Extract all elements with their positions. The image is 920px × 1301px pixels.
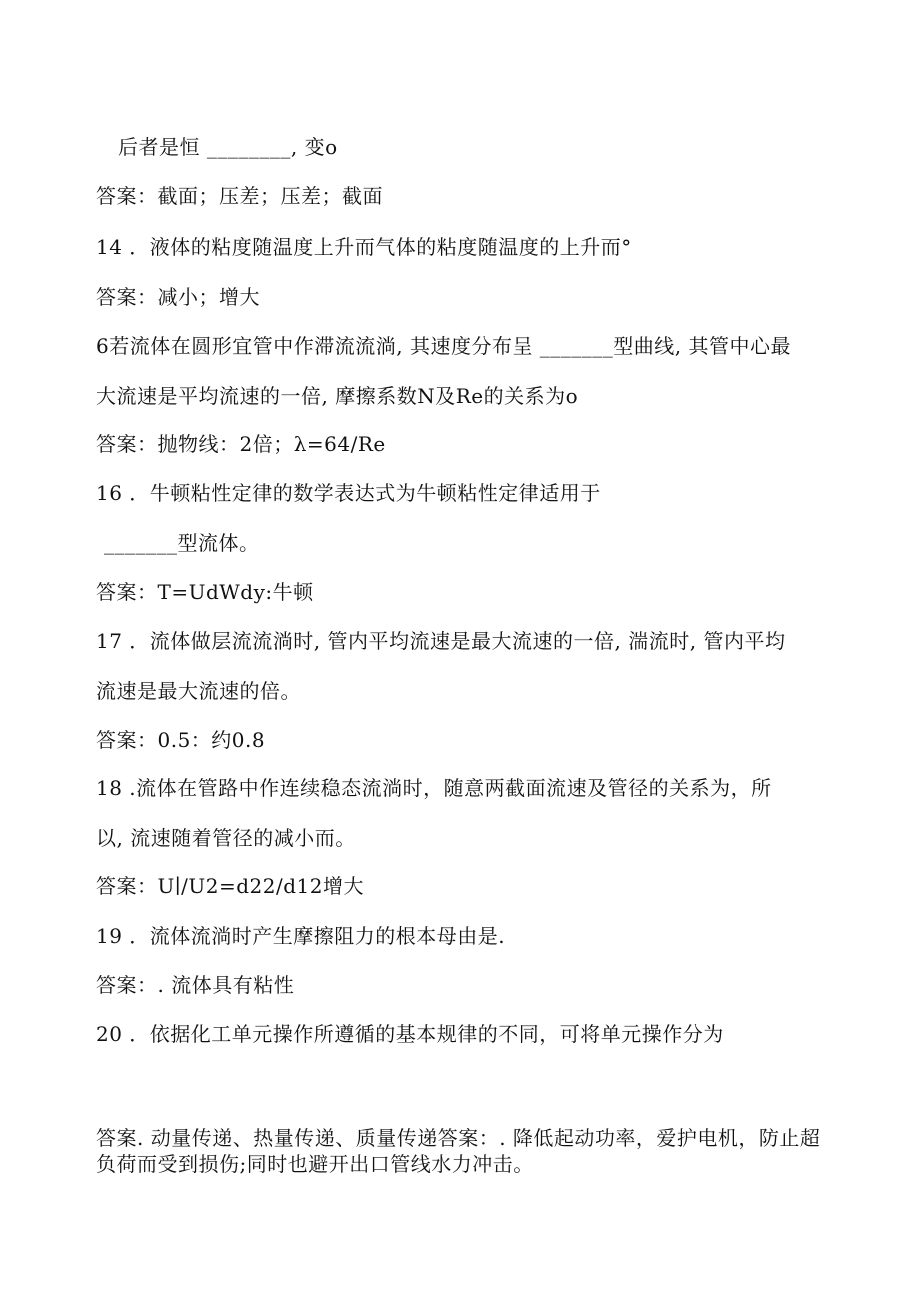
question-17-line-1: 17 ．流体做层流流淌时, 管内平均流速是最大流速的一倍, 湍流时, 管内平均 [96, 629, 786, 653]
question-17-line-2: 流速是最大流速的倍。 [96, 679, 301, 703]
answer-line-19: 答案：. 流体具有粘性 [96, 973, 295, 997]
question-20: 20 ．依据化工单元操作所遵循的基本规律的不同，可将单元操作分为 [96, 1022, 724, 1046]
answer-line-14: 答案：减小；增大 [96, 285, 260, 309]
text-line-1: 后者是恒 ________, 变o [118, 135, 338, 159]
question-18-line-2: 以, 流速随着管径的减小而。 [96, 826, 356, 850]
question-14: 14 ．液体的粘度随温度上升而气体的粘度随温度的上升而° [96, 235, 632, 259]
question-16-line-1: 16 ．牛顿粘性定律的数学表达式为牛顿粘性定律适用于 [96, 481, 601, 505]
question-16-line-2: _______型流体。 [104, 531, 260, 555]
answer-line-20: 答案. 动量传递、热量传递、质量传递答案：. 降低起动功率，爱护电机，防止超负荷而受到损伤;同时也避开出口管线水力冲击。 [96, 1126, 821, 1176]
question-18-line-1: 18 .流体在管路中作连续稳态流淌时，随意两截面流速及管径的关系为，所 [96, 776, 772, 800]
answer-line-18: 答案：U∣∕U2=d22∕d12增大 [96, 874, 364, 898]
question-15-line-1: 6若流体在圆形宜管中作滞流流淌, 其速度分布呈 _______型曲线, 其管中心最 [96, 334, 792, 358]
answer-line-16: 答案：T=UdWdy:牛顿 [96, 580, 314, 604]
question-19: 19 ．流体流淌时产生摩擦阻力的根本母由是. [96, 924, 506, 948]
answer-line-15: 答案：抛物线：2倍；λ=64∕Re [96, 432, 386, 456]
answer-line-13: 答案：截面；压差；压差；截面 [96, 184, 383, 208]
answer-line-17: 答案：0.5：约0.8 [96, 728, 266, 752]
question-15-line-2: 大流速是平均流速的一倍, 摩擦系数N及Re的关系为o [96, 384, 579, 408]
